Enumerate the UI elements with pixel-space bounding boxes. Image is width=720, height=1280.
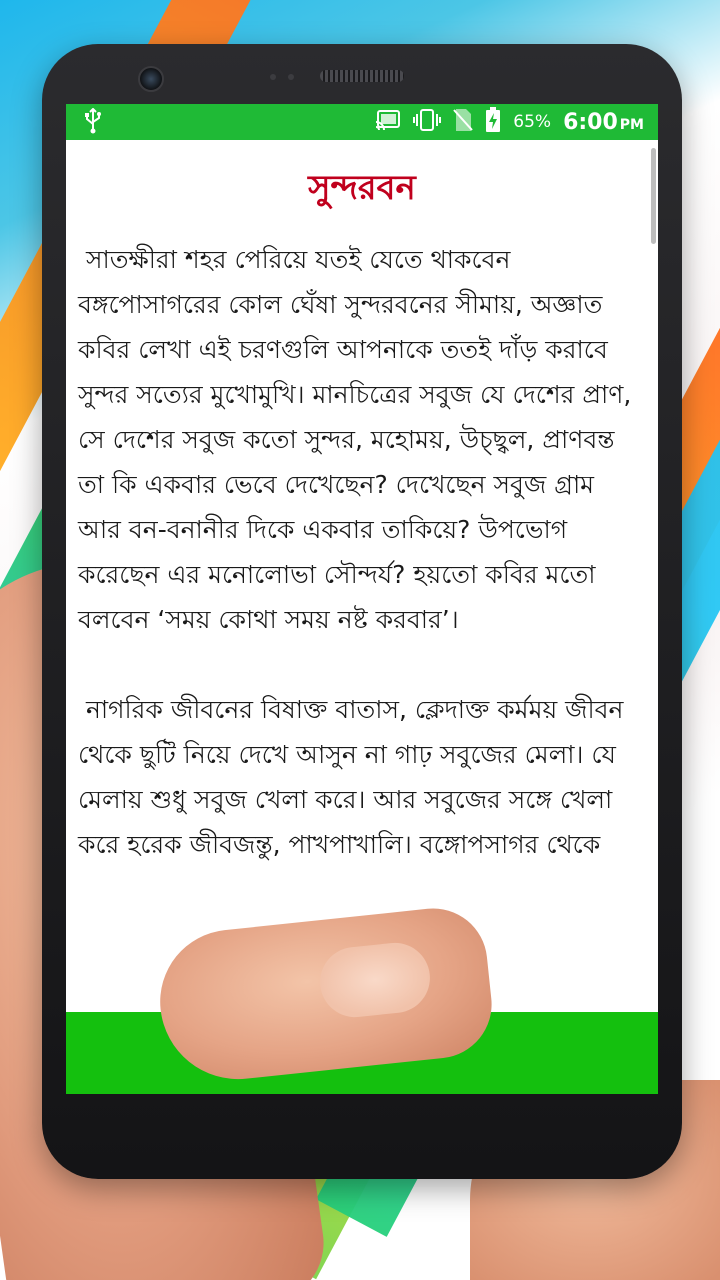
article-scroll-view[interactable] <box>66 140 658 1012</box>
clock <box>563 110 644 135</box>
article-paragraph: সাতক্ষীরা শহর পেরিয়ে যতই যেতে থাকবেন বঙ্গপোসাগরের কোল ঘেঁষা সুন্দরবনের সীমায়, অজ্ঞাত কবির লেখা এই চরণগুলি আপনাকে ততই দাঁড় করাবে সুন্দর সত্যের মুখোমুখি। মানচিত্রের সবুজ যে দেশের প্রাণ, সে দেশের সবুজ কতো সুন্দর, মহোময়, উচ্ছ্বল, প্রাণবন্ত তা কি একবার ভেবে দেখেছেন? দেখেছেন সবুজ গ্রাম আর বন-বনানীর দিকে একবার তাকিয়ে? উপভোগ করেছেন এর মনোলোভা সৌন্দর্য? হয়তো কবির মতো বলবেন ‘সময় কোথা সময় নষ্ট করবার’। <box>78 245 640 634</box>
phone-sensor <box>270 74 276 80</box>
status-bar <box>66 104 658 140</box>
clock-time: 6:00 <box>563 109 618 135</box>
usb-icon <box>84 108 102 140</box>
article-paragraph: নাগরিক জীবনের বিষাক্ত বাতাস, ক্লেদাক্ত কর্মময় জীবন থেকে ছুটি নিয়ে দেখে আসুন না গাঢ় সবুজের মেলা। যে মেলায় শুধু সবুজ খেলা করে। আর সবুজের সঙ্গে খেলা করে হরেক জীবজন্তু, পাখপাখালি। বঙ্গোপসাগর থেকে <box>78 695 632 859</box>
clock-ampm: PM <box>619 116 644 133</box>
scrollbar[interactable] <box>651 148 656 244</box>
earpiece-speaker <box>320 70 404 82</box>
front-camera <box>138 66 164 92</box>
status-icons <box>375 104 644 140</box>
battery-percent: 65% <box>513 112 552 132</box>
phone-sensor <box>288 74 294 80</box>
cast-icon <box>375 109 401 135</box>
no-sim-icon <box>453 108 473 136</box>
battery-charging-icon <box>485 107 501 137</box>
article-title: সুন্দরবন <box>308 168 416 208</box>
vibrate-icon <box>413 109 441 135</box>
paragraph-spacer <box>66 642 658 687</box>
